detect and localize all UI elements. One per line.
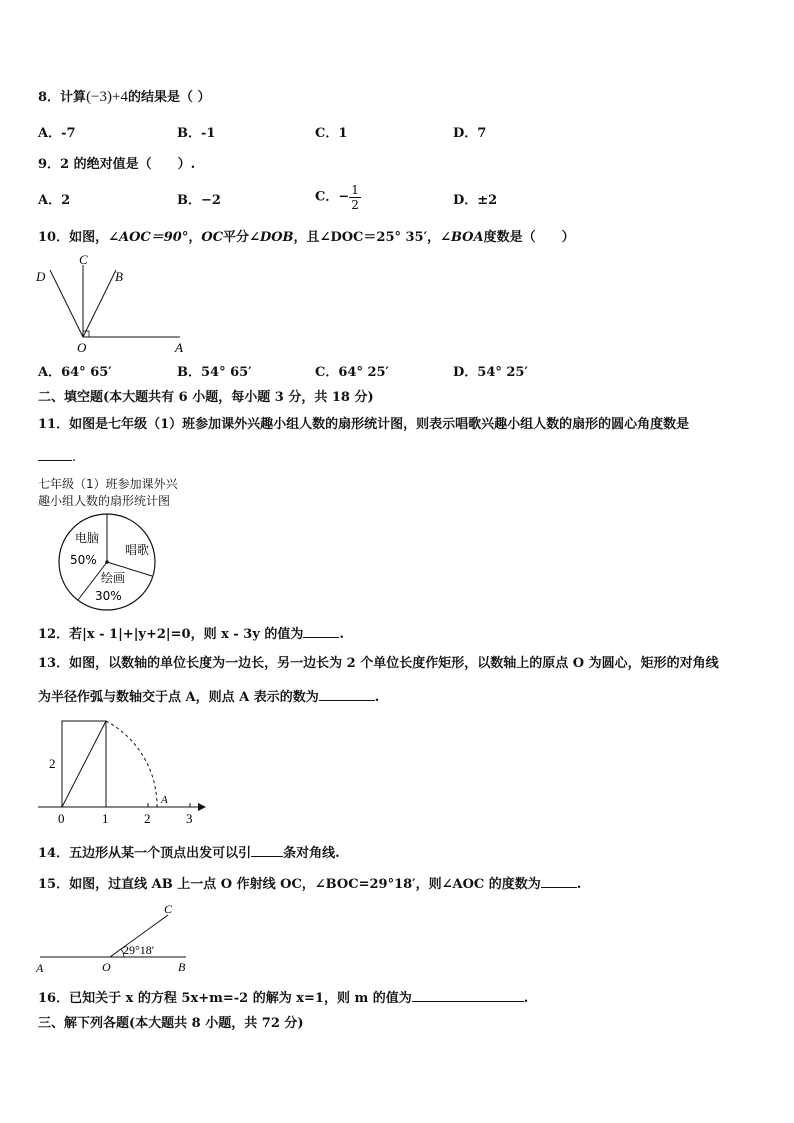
question-text: 的结果是（ ） (127, 90, 211, 105)
tick-label-1: 1 (102, 811, 109, 826)
answer-blank[interactable] (38, 447, 72, 461)
question-11 (38, 416, 689, 434)
question-16 (38, 988, 528, 1008)
diagonal (62, 721, 106, 807)
question-text: 五边形从某一个顶点出发可以引 (69, 846, 252, 861)
slice-label-singing: 唱歌 (125, 543, 150, 557)
option-d: D．7 (453, 126, 487, 141)
section-heading: 二、填空题(本大题共有 6 小题，每小题 3 分，共 18 分) (38, 390, 374, 405)
axis-arrow (198, 803, 206, 811)
tick-label-2: 2 (144, 811, 151, 826)
question-number: 9． (38, 157, 61, 172)
question-number: 10． (38, 230, 70, 245)
question-text: 条对角线. (283, 846, 340, 861)
question-13-cont (38, 687, 379, 707)
question-text: ， (188, 230, 202, 245)
pie-title-line: 七年级（1）班参加课外兴 (38, 477, 178, 491)
angle-diagram-q15 (30, 898, 200, 980)
question-8 (38, 88, 211, 107)
arc (106, 721, 157, 807)
slice-label-drawing: 绘画 (101, 571, 126, 585)
slice-label-computer: 电脑 (75, 531, 100, 545)
option-label: C．− (315, 189, 350, 205)
side-length-label: 2 (49, 756, 56, 771)
label-a: A (36, 961, 44, 975)
label-c: C (164, 902, 173, 916)
number-line-diagram (30, 715, 215, 830)
option-c: C．1 (315, 126, 348, 141)
angle-measure: 29°18′ (123, 943, 155, 957)
answer-blank[interactable] (303, 624, 339, 638)
answer-line (38, 447, 76, 467)
label-o: O (102, 960, 111, 974)
question-13 (38, 655, 719, 673)
question-text: ， (427, 230, 441, 245)
slice-pct-drawing: 30% (95, 589, 122, 603)
question-text: 2 的绝对值是（ ）. (60, 157, 196, 172)
angle-dob: ∠DOB (249, 230, 294, 245)
tick-label-3: 3 (186, 811, 193, 826)
fraction-denominator: 2 (351, 198, 359, 212)
angle-diagram-q10 (30, 250, 200, 358)
ray-oc: OC (201, 230, 224, 245)
option-d: D．54° 25′ (453, 365, 528, 380)
question-number: 12． (38, 627, 70, 642)
question-number: 15． (38, 877, 70, 892)
question-12 (38, 624, 344, 644)
pie-chart-title (38, 476, 178, 510)
label-o: O (77, 340, 87, 355)
fraction (349, 183, 361, 212)
question-15 (38, 874, 581, 894)
punctuation: . (72, 450, 77, 465)
pie-chart (55, 510, 165, 615)
question-text: 如图，过直线 AB 上一点 O 作射线 OC，∠BOC=29°18′，则∠AOC 的度数为 (69, 877, 541, 892)
question-text: 已知关于 x 的方程 5x+m=-2 的解为 x=1，则 m 的值为 (69, 991, 412, 1006)
option-b: B．54° 65′ (177, 365, 252, 380)
fraction-numerator: 1 (351, 183, 359, 197)
label-c: C (79, 252, 88, 267)
punctuation: . (374, 690, 380, 705)
question-9 (38, 156, 195, 174)
option-c: C．64° 25′ (315, 365, 389, 380)
pie-center (105, 560, 109, 564)
answer-blank[interactable] (541, 874, 577, 888)
question-14 (38, 843, 340, 863)
option-a: A．-7 (38, 126, 76, 141)
question-text: 如图，以数轴的单位长度为一边长，另一边长为 2 个单位长度作矩形，以数轴上的原点 O 为圆心，矩形的对角线 (69, 656, 719, 671)
question-number: 8． (38, 90, 61, 105)
question-number: 13． (38, 656, 70, 671)
point-a-label: A (161, 794, 168, 806)
label-b: B (115, 269, 123, 284)
punctuation: . (523, 991, 529, 1006)
option-a: A．2 (38, 193, 71, 208)
answer-blank[interactable] (412, 988, 524, 1002)
question-text: 若|x - 1|+|y+2|=0，则 x - 3y 的值为 (69, 627, 304, 642)
angle-boa: ∠BOA (440, 230, 484, 245)
pie-title-line: 趣小组人数的扇形统计图 (38, 494, 171, 508)
label-b: B (178, 960, 186, 974)
option-d: D．±2 (453, 193, 498, 208)
question-text: 如图是七年级（1）班参加课外兴趣小组人数的扇形统计图，则表示唱歌兴趣小组人数的扇形的圆心角度数是 (69, 417, 690, 432)
ray-ob (83, 270, 116, 337)
punctuation: . (576, 877, 582, 892)
slice-pct-computer: 50% (70, 553, 97, 567)
label-a: A (175, 340, 183, 355)
question-number: 16． (38, 991, 70, 1006)
ray-od (50, 270, 83, 337)
question-number: 14． (38, 846, 70, 861)
expression: (−3)+4 (86, 89, 128, 105)
question-text: 计算 (60, 90, 87, 105)
question-text: ，且 (293, 230, 320, 245)
question-text: 为半径作弧与数轴交于点 A，则点 A 表示的数为 (38, 690, 319, 705)
answer-blank[interactable] (319, 687, 375, 701)
question-10 (38, 229, 575, 247)
punctuation: . (339, 627, 344, 642)
question-number: 11． (38, 417, 70, 432)
option-a: A．64° 65′ (38, 365, 112, 380)
question-text: 如图， (69, 230, 109, 245)
question-text: 平分 (223, 230, 250, 245)
angle-doc: ∠DOC＝25° 35′ (319, 230, 428, 245)
tick-label-0: 0 (58, 811, 65, 826)
option-b: B．−2 (177, 193, 221, 208)
question-text: 度数是（ ） (483, 230, 575, 245)
answer-blank[interactable] (251, 843, 283, 857)
label-d: D (36, 269, 46, 284)
option-b: B．-1 (177, 126, 216, 141)
option-c (315, 183, 361, 212)
section-heading: 三、解下列各题(本大题共 8 小题，共 72 分) (38, 1016, 304, 1031)
angle-aoc: ∠AOC＝90° (108, 230, 189, 245)
